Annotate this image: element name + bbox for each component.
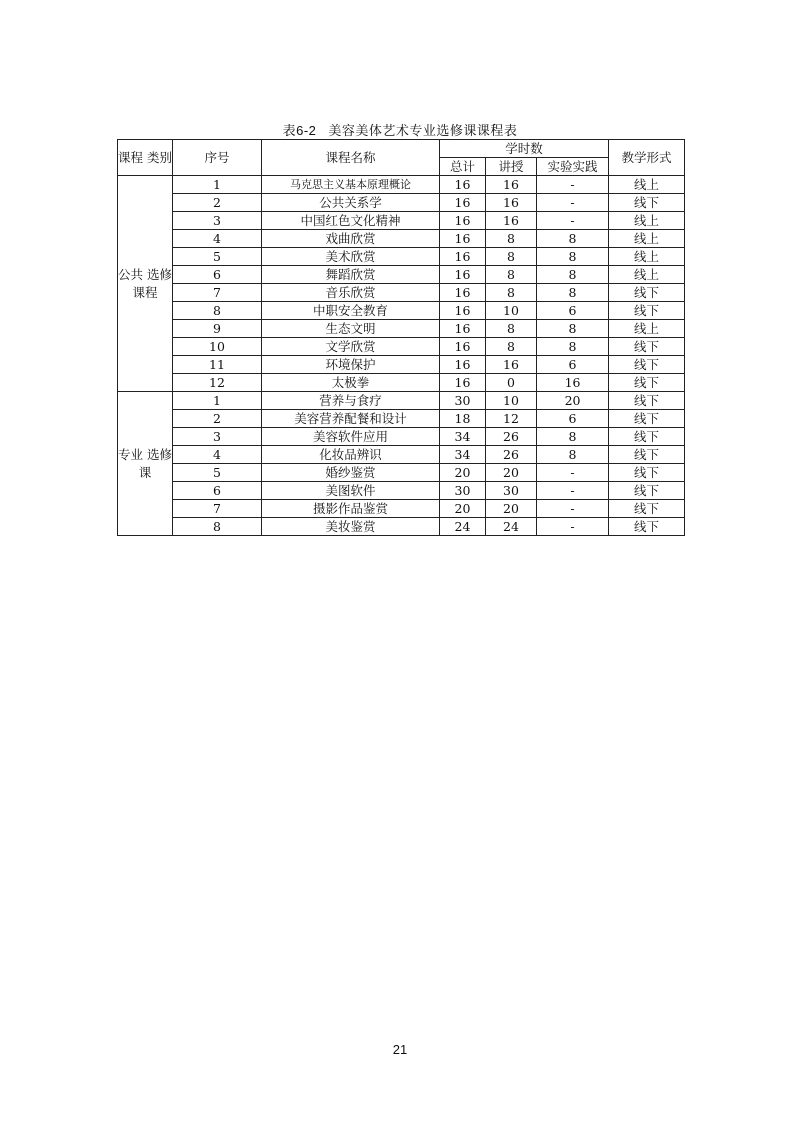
name-cell: 中职安全教育 (262, 302, 440, 320)
seq-cell: 3 (173, 428, 262, 446)
lecture-cell: 12 (486, 410, 537, 428)
mode-cell: 线下 (609, 410, 685, 428)
lecture-cell: 8 (486, 230, 537, 248)
mode-cell: 线下 (609, 194, 685, 212)
lecture-cell: 8 (486, 320, 537, 338)
table-row (118, 464, 685, 482)
practice-cell: - (537, 464, 609, 482)
lecture-cell: 16 (486, 194, 537, 212)
practice-cell: - (537, 518, 609, 536)
mode-cell: 线上 (609, 320, 685, 338)
seq-cell: 7 (173, 500, 262, 518)
table-header (118, 140, 685, 176)
lecture-cell: 16 (486, 356, 537, 374)
name-cell: 环境保护 (262, 356, 440, 374)
practice-cell: 8 (537, 338, 609, 356)
total-cell: 16 (440, 338, 486, 356)
lecture-cell: 10 (486, 302, 537, 320)
lecture-cell: 8 (486, 248, 537, 266)
name-cell: 美容软件应用 (262, 428, 440, 446)
table-row (118, 176, 685, 194)
total-cell: 16 (440, 194, 486, 212)
seq-cell: 3 (173, 212, 262, 230)
header-hours: 学时数 (440, 140, 609, 158)
total-cell: 34 (440, 446, 486, 464)
practice-cell: 6 (537, 302, 609, 320)
lecture-cell: 20 (486, 500, 537, 518)
table-row (118, 500, 685, 518)
name-cell: 公共关系学 (262, 194, 440, 212)
total-cell: 16 (440, 230, 486, 248)
header-category (118, 140, 173, 176)
name-cell: 美容营养配餐和设计 (262, 410, 440, 428)
mode-cell: 线下 (609, 302, 685, 320)
header-lecture: 讲授 (486, 158, 537, 176)
total-cell: 30 (440, 482, 486, 500)
seq-cell: 4 (173, 446, 262, 464)
mode-cell: 线下 (609, 374, 685, 392)
practice-cell: 8 (537, 428, 609, 446)
mode-cell: 线下 (609, 518, 685, 536)
lecture-cell: 8 (486, 338, 537, 356)
lecture-cell: 10 (486, 392, 537, 410)
name-cell: 太极拳 (262, 374, 440, 392)
lecture-cell: 30 (486, 482, 537, 500)
name-cell: 婚纱鉴赏 (262, 464, 440, 482)
practice-cell: 8 (537, 320, 609, 338)
seq-cell: 11 (173, 356, 262, 374)
table-row (118, 392, 685, 410)
lecture-cell: 8 (486, 266, 537, 284)
category-cell: 公共 选修 课程 (118, 176, 173, 392)
name-cell: 戏曲欣赏 (262, 230, 440, 248)
table-caption (0, 120, 800, 139)
table-row (118, 284, 685, 302)
practice-cell: 8 (537, 248, 609, 266)
table-row (118, 338, 685, 356)
mode-cell: 线下 (609, 446, 685, 464)
total-cell: 18 (440, 410, 486, 428)
table-row (118, 302, 685, 320)
seq-cell: 9 (173, 320, 262, 338)
practice-cell: 6 (537, 356, 609, 374)
practice-cell: 8 (537, 284, 609, 302)
page-number: 21 (392, 1042, 408, 1057)
table-row (118, 194, 685, 212)
total-cell: 16 (440, 176, 486, 194)
total-cell: 16 (440, 374, 486, 392)
total-cell: 16 (440, 266, 486, 284)
name-cell: 马克思主义基本原理概论 (262, 176, 440, 194)
lecture-cell: 8 (486, 284, 537, 302)
mode-cell: 线下 (609, 284, 685, 302)
table-row (118, 212, 685, 230)
total-cell: 16 (440, 356, 486, 374)
mode-cell: 线上 (609, 266, 685, 284)
header-seq: 序号 (173, 140, 262, 176)
table-row (118, 248, 685, 266)
name-cell: 营养与食疗 (262, 392, 440, 410)
elective-course-table (117, 139, 685, 536)
seq-cell: 12 (173, 374, 262, 392)
practice-cell: - (537, 212, 609, 230)
practice-cell: 8 (537, 266, 609, 284)
total-cell: 30 (440, 392, 486, 410)
seq-cell: 1 (173, 392, 262, 410)
seq-cell: 2 (173, 410, 262, 428)
total-cell: 24 (440, 518, 486, 536)
lecture-cell: 0 (486, 374, 537, 392)
header-mode: 教学形式 (609, 140, 685, 176)
lecture-cell: 20 (486, 464, 537, 482)
practice-cell: 6 (537, 410, 609, 428)
seq-cell: 4 (173, 230, 262, 248)
lecture-cell: 16 (486, 212, 537, 230)
total-cell: 20 (440, 500, 486, 518)
total-cell: 34 (440, 428, 486, 446)
mode-cell: 线上 (609, 176, 685, 194)
seq-cell: 6 (173, 482, 262, 500)
table-row (118, 428, 685, 446)
mode-cell: 线下 (609, 392, 685, 410)
table-row (118, 356, 685, 374)
table-row (118, 482, 685, 500)
mode-cell: 线下 (609, 482, 685, 500)
mode-cell: 线上 (609, 248, 685, 266)
lecture-cell: 24 (486, 518, 537, 536)
header-total: 总计 (440, 158, 486, 176)
total-cell: 16 (440, 302, 486, 320)
name-cell: 舞蹈欣赏 (262, 266, 440, 284)
header-practice: 实验实践 (537, 158, 609, 176)
table-row (118, 320, 685, 338)
seq-cell: 5 (173, 464, 262, 482)
mode-cell: 线下 (609, 356, 685, 374)
header-category-label: 课程 类别 (118, 149, 172, 165)
seq-cell: 1 (173, 176, 262, 194)
table-row (118, 266, 685, 284)
total-cell: 16 (440, 212, 486, 230)
name-cell: 音乐欣赏 (262, 284, 440, 302)
total-cell: 20 (440, 464, 486, 482)
table-row (118, 230, 685, 248)
total-cell: 16 (440, 320, 486, 338)
category-cell: 专业 选修 课 (118, 392, 173, 536)
table-row (118, 518, 685, 536)
seq-cell: 2 (173, 194, 262, 212)
name-cell: 生态文明 (262, 320, 440, 338)
mode-cell: 线下 (609, 500, 685, 518)
practice-cell: 8 (537, 230, 609, 248)
lecture-cell: 26 (486, 428, 537, 446)
table-row (118, 410, 685, 428)
practice-cell: - (537, 482, 609, 500)
name-cell: 中国红色文化精神 (262, 212, 440, 230)
header-name: 课程名称 (262, 140, 440, 176)
name-cell: 文学欣赏 (262, 338, 440, 356)
seq-cell: 6 (173, 266, 262, 284)
table-body (118, 176, 685, 536)
table-row (118, 374, 685, 392)
total-cell: 16 (440, 284, 486, 302)
name-cell: 美妆鉴赏 (262, 518, 440, 536)
mode-cell: 线上 (609, 230, 685, 248)
mode-cell: 线下 (609, 464, 685, 482)
practice-cell: - (537, 176, 609, 194)
seq-cell: 8 (173, 518, 262, 536)
seq-cell: 7 (173, 284, 262, 302)
practice-cell: 16 (537, 374, 609, 392)
mode-cell: 线上 (609, 212, 685, 230)
seq-cell: 5 (173, 248, 262, 266)
lecture-cell: 16 (486, 176, 537, 194)
table-number: 表6-2 (282, 123, 317, 138)
practice-cell: - (537, 194, 609, 212)
table-title: 美容美体艺术专业选修课课程表 (328, 124, 518, 139)
name-cell: 美术欣赏 (262, 248, 440, 266)
practice-cell: 8 (537, 446, 609, 464)
practice-cell: 20 (537, 392, 609, 410)
total-cell: 16 (440, 248, 486, 266)
name-cell: 美图软件 (262, 482, 440, 500)
mode-cell: 线下 (609, 428, 685, 446)
table-row (118, 446, 685, 464)
seq-cell: 8 (173, 302, 262, 320)
name-cell: 化妆品辨识 (262, 446, 440, 464)
practice-cell: - (537, 500, 609, 518)
name-cell: 摄影作品鉴赏 (262, 500, 440, 518)
seq-cell: 10 (173, 338, 262, 356)
lecture-cell: 26 (486, 446, 537, 464)
mode-cell: 线下 (609, 338, 685, 356)
